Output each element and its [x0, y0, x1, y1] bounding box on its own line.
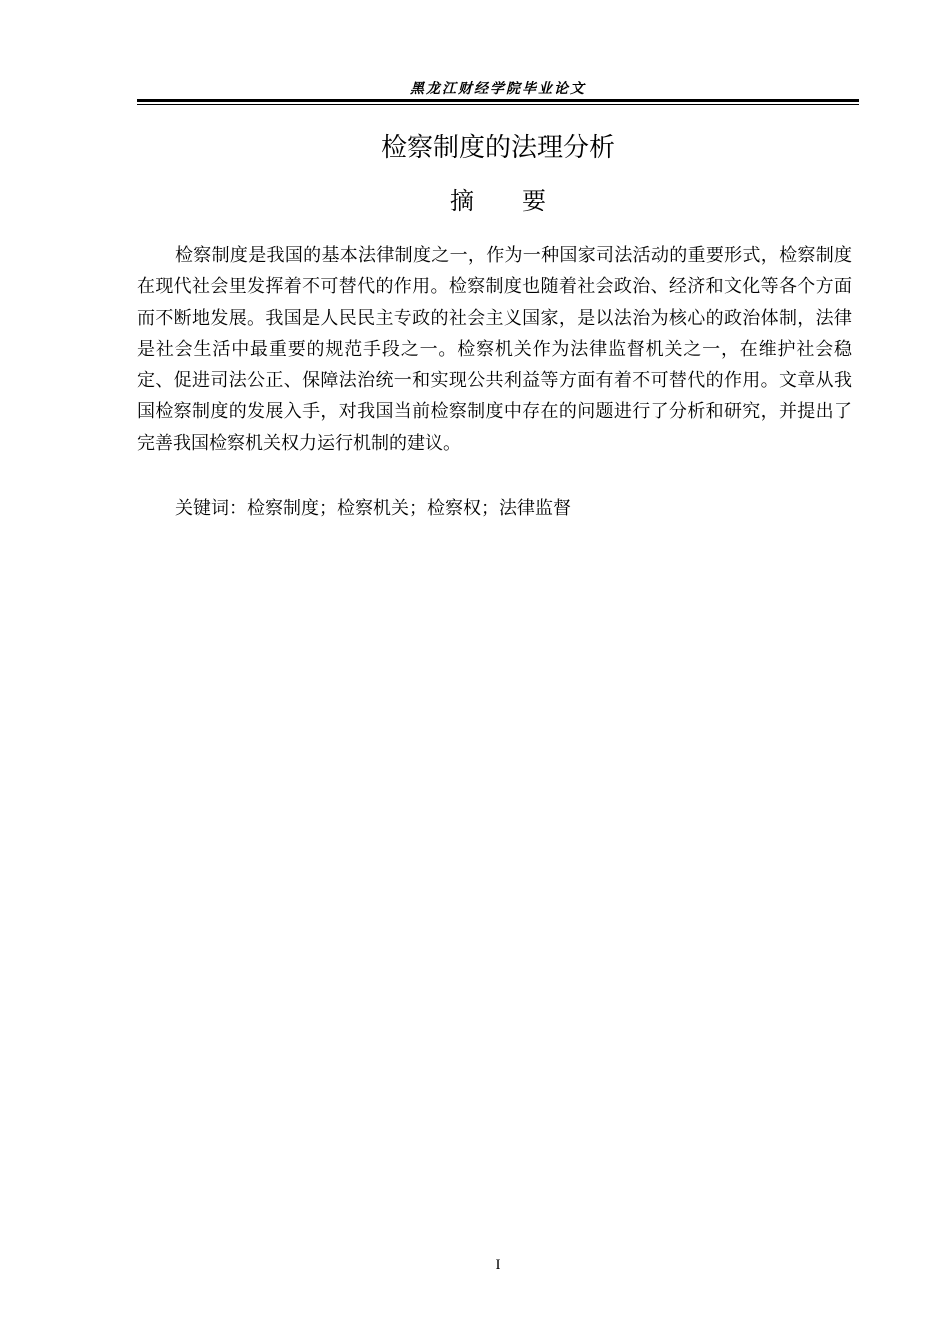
header-rule-thick	[137, 99, 859, 102]
keywords-text: 检察制度；检察机关；检察权；法律监督	[247, 498, 571, 519]
abstract-body: 检察制度是我国的基本法律制度之一，作为一种国家司法活动的重要形式，检察制度在现代社会里发挥着不可替代的作用。检察制度也随着社会政治、经济和文化等各个方面而不断地发展。我国是人民民主专政的社会主义国家，是以法治为核心的政治体制，法律是社会生活中最重要的规范手段之一。检察机关作为法律监督机关之一，在维护社会稳定、促进司法公正、保障法治统一和实现公共利益等方面有着不可替代的作用。文章从我国检察制度的发展入手，对我国当前检察制度中存在的问题进行了分析和研究，并提出了完善我国检察机关权力运行机制的建议。	[137, 245, 852, 454]
document-title: 检察制度的法理分析	[380, 133, 615, 163]
abstract-heading: 摘要	[450, 187, 594, 215]
page-number: I	[495, 1257, 501, 1273]
keywords-line	[175, 494, 855, 524]
running-header: 黑龙江财经学院毕业论文	[410, 81, 586, 97]
header-rule-thin	[137, 104, 859, 105]
keywords-label: 关键词：	[175, 498, 247, 519]
